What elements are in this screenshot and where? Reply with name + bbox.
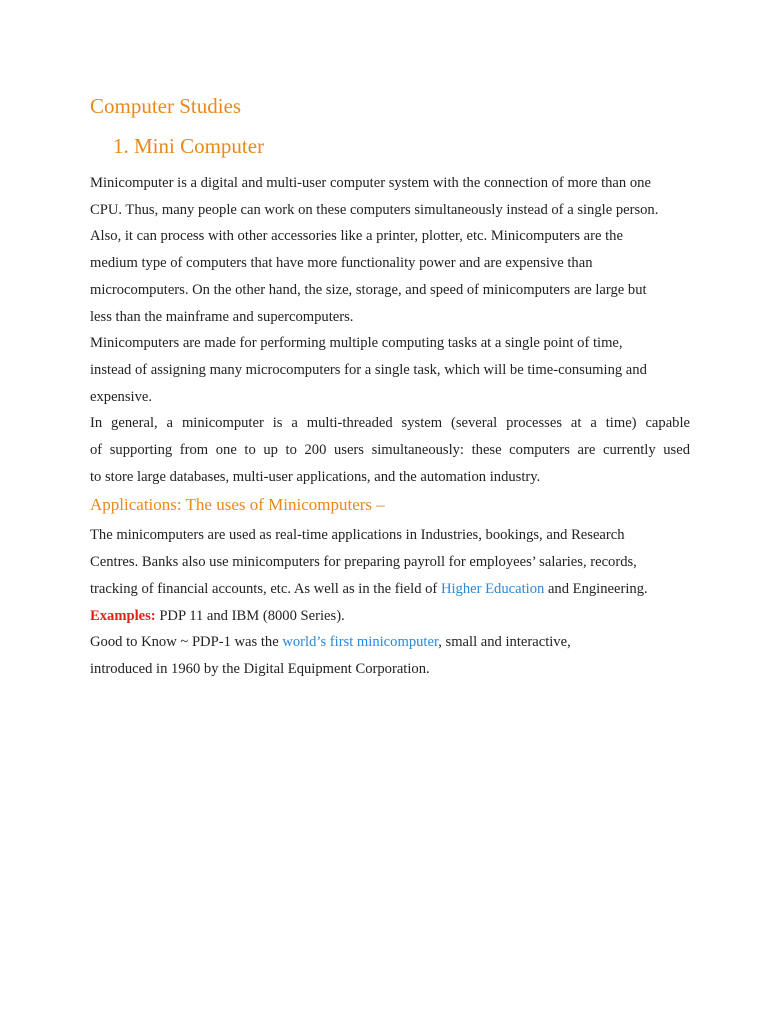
paragraph-line: Also, it can process with other accessories like a printer, plotter, etc. Minicomputers are the — [90, 228, 623, 245]
text-run: and Engineering. — [544, 580, 648, 597]
good-to-know — [90, 629, 690, 682]
text-run: tracking of financial accounts, etc. As well as in the field of — [90, 580, 441, 597]
paragraph-line: expensive. — [90, 388, 153, 405]
paragraph-line: In general, a minicomputer is a multi-threaded system (several processes at a time) capable — [90, 415, 690, 432]
examples-text: PDP 11 and IBM (8000 Series). — [155, 607, 345, 624]
paragraph-applications — [90, 522, 690, 602]
paragraph-line: medium type of computers that have more functionality power and are expensive than — [90, 255, 593, 272]
examples-line — [90, 603, 690, 630]
paragraph-line: The minicomputers are used as real-time applications in Industries, bookings, and Research — [90, 527, 625, 544]
paragraph-line: to store large databases, multi-user applications, and the automation industry. — [90, 468, 541, 485]
paragraph-line — [90, 576, 690, 603]
section-heading: 1. Mini Computer — [113, 134, 265, 158]
paragraph-line — [90, 629, 690, 656]
higher-education-link[interactable]: Higher Education — [440, 580, 545, 597]
document-content — [90, 90, 690, 683]
paragraph-line: Minicomputers are made for performing multiple computing tasks at a single point of time, — [90, 335, 623, 352]
paragraph-line: of supporting from one to up to 200 users simultaneously: these computers are currently used — [90, 442, 690, 459]
text-run: , small and interactive, — [438, 634, 571, 651]
paragraph-line: microcomputers. On the other hand, the size, storage, and speed of minicomputers are large but — [90, 281, 647, 298]
first-minicomputer-link[interactable]: world’s first minicomputer — [282, 634, 439, 651]
paragraph-line: introduced in 1960 by the Digital Equipment Corporation. — [90, 660, 430, 677]
examples-label: Examples: — [90, 607, 156, 624]
document-title: Computer Studies — [90, 94, 242, 118]
paragraph-line: instead of assigning many microcomputers for a single task, which will be time-consuming and — [90, 361, 647, 378]
applications-heading: Applications: The uses of Minicomputers – — [90, 495, 385, 515]
paragraph-intro — [90, 170, 690, 330]
text-run: Good to Know ~ PDP-1 was the — [90, 634, 283, 651]
paragraph-multitask — [90, 330, 690, 410]
paragraph-general — [90, 410, 690, 490]
paragraph-line: Centres. Banks also use minicomputers for preparing payroll for employees’ salaries, records, — [90, 554, 637, 571]
paragraph-line: less than the mainframe and supercomputers. — [90, 308, 354, 325]
paragraph-line: CPU. Thus, many people can work on these computers simultaneously instead of a single person. — [90, 201, 659, 218]
paragraph-line: Minicomputer is a digital and multi-user computer system with the connection of more than one — [90, 175, 651, 191]
